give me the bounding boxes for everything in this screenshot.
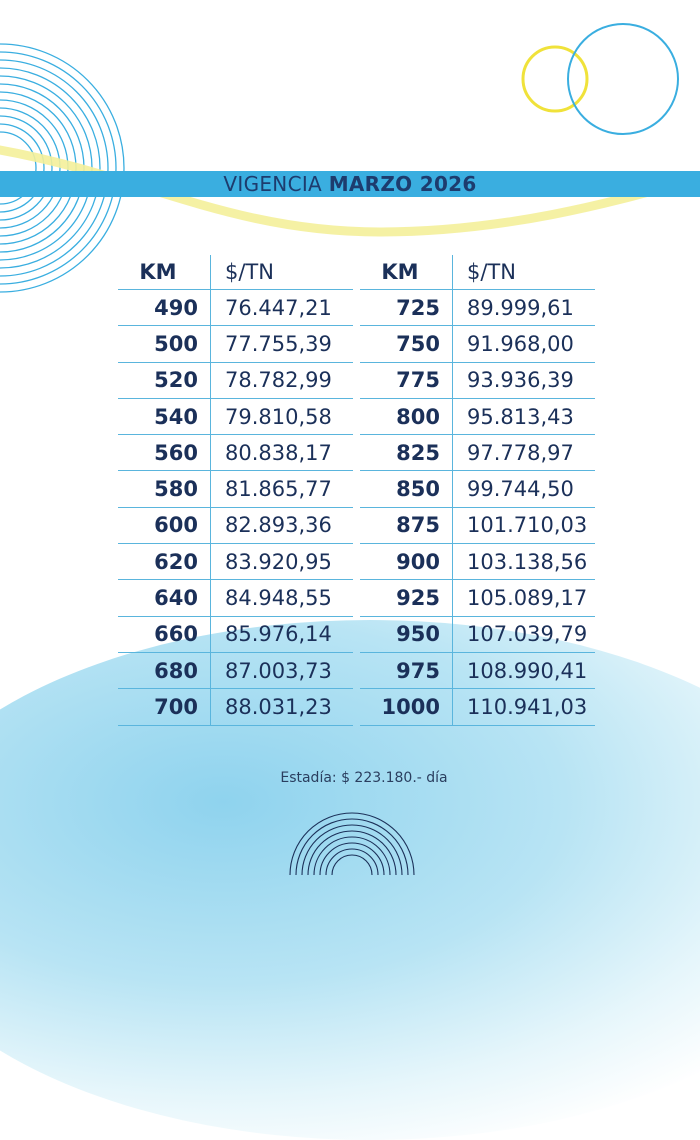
table-header-row [360, 255, 595, 290]
km-cell: 925 [360, 580, 453, 616]
km-cell: 680 [118, 652, 211, 688]
table-row [360, 290, 595, 326]
km-cell: 490 [118, 290, 211, 326]
km-cell: 1000 [360, 689, 453, 725]
table-row [360, 398, 595, 434]
km-cell: 875 [360, 507, 453, 543]
table-row [360, 580, 595, 616]
price-cell: 99.744,50 [453, 471, 596, 507]
price-cell: 93.936,39 [453, 362, 596, 398]
price-cell: 91.968,00 [453, 326, 596, 362]
price-cell: 79.810,58 [211, 398, 354, 434]
table-row [118, 580, 353, 616]
km-cell: 975 [360, 652, 453, 688]
price-cell: 83.920,95 [211, 544, 354, 580]
price-cell: 103.138,56 [453, 544, 596, 580]
km-cell: 500 [118, 326, 211, 362]
table-row [360, 544, 595, 580]
header-price: $/TN [211, 255, 354, 290]
table-row [360, 689, 595, 725]
km-cell: 660 [118, 616, 211, 652]
km-cell: 620 [118, 544, 211, 580]
estadia-note: Estadía: $ 223.180.- día [280, 770, 448, 786]
header-km: KM [360, 255, 453, 290]
blue-circle [568, 24, 678, 134]
table-row [118, 290, 353, 326]
vigencia-date: MARZO 2026 [328, 172, 477, 196]
price-cell: 110.941,03 [453, 689, 596, 725]
price-cell: 76.447,21 [211, 290, 354, 326]
price-table-right [360, 255, 595, 726]
table-row [118, 689, 353, 725]
table-header-row [118, 255, 353, 290]
km-cell: 750 [360, 326, 453, 362]
price-cell: 78.782,99 [211, 362, 354, 398]
price-cell: 82.893,36 [211, 507, 354, 543]
price-cell: 89.999,61 [453, 290, 596, 326]
table-row [118, 616, 353, 652]
table-row [360, 507, 595, 543]
km-cell: 580 [118, 471, 211, 507]
table-row [360, 435, 595, 471]
table-row [360, 652, 595, 688]
price-cell: 107.039,79 [453, 616, 596, 652]
km-cell: 600 [118, 507, 211, 543]
price-cell: 105.089,17 [453, 580, 596, 616]
price-cell: 80.838,17 [211, 435, 354, 471]
vigencia-title [0, 171, 700, 197]
price-cell: 97.778,97 [453, 435, 596, 471]
table-row [118, 507, 353, 543]
km-cell: 560 [118, 435, 211, 471]
table-row [118, 398, 353, 434]
price-cell: 88.031,23 [211, 689, 354, 725]
price-cell: 108.990,41 [453, 652, 596, 688]
header-price: $/TN [453, 255, 596, 290]
km-cell: 520 [118, 362, 211, 398]
price-cell: 85.976,14 [211, 616, 354, 652]
table-row [360, 616, 595, 652]
price-cell: 87.003,73 [211, 652, 354, 688]
table-row [118, 471, 353, 507]
price-cell: 95.813,43 [453, 398, 596, 434]
table-row [118, 652, 353, 688]
km-cell: 850 [360, 471, 453, 507]
km-cell: 640 [118, 580, 211, 616]
header-km: KM [118, 255, 211, 290]
yellow-circle [523, 47, 587, 111]
table-row [360, 362, 595, 398]
price-cell: 101.710,03 [453, 507, 596, 543]
table-row [118, 544, 353, 580]
concentric-arcs-bottom [290, 813, 414, 875]
table-row [360, 471, 595, 507]
km-cell: 775 [360, 362, 453, 398]
km-cell: 800 [360, 398, 453, 434]
table-row [118, 326, 353, 362]
table-row [360, 326, 595, 362]
vigencia-prefix: VIGENCIA [223, 172, 323, 196]
price-table-left [118, 255, 353, 726]
km-cell: 725 [360, 290, 453, 326]
km-cell: 540 [118, 398, 211, 434]
km-cell: 950 [360, 616, 453, 652]
km-cell: 825 [360, 435, 453, 471]
price-cell: 84.948,55 [211, 580, 354, 616]
price-cell: 77.755,39 [211, 326, 354, 362]
table-row [118, 435, 353, 471]
km-cell: 700 [118, 689, 211, 725]
table-row [118, 362, 353, 398]
km-cell: 900 [360, 544, 453, 580]
price-cell: 81.865,77 [211, 471, 354, 507]
